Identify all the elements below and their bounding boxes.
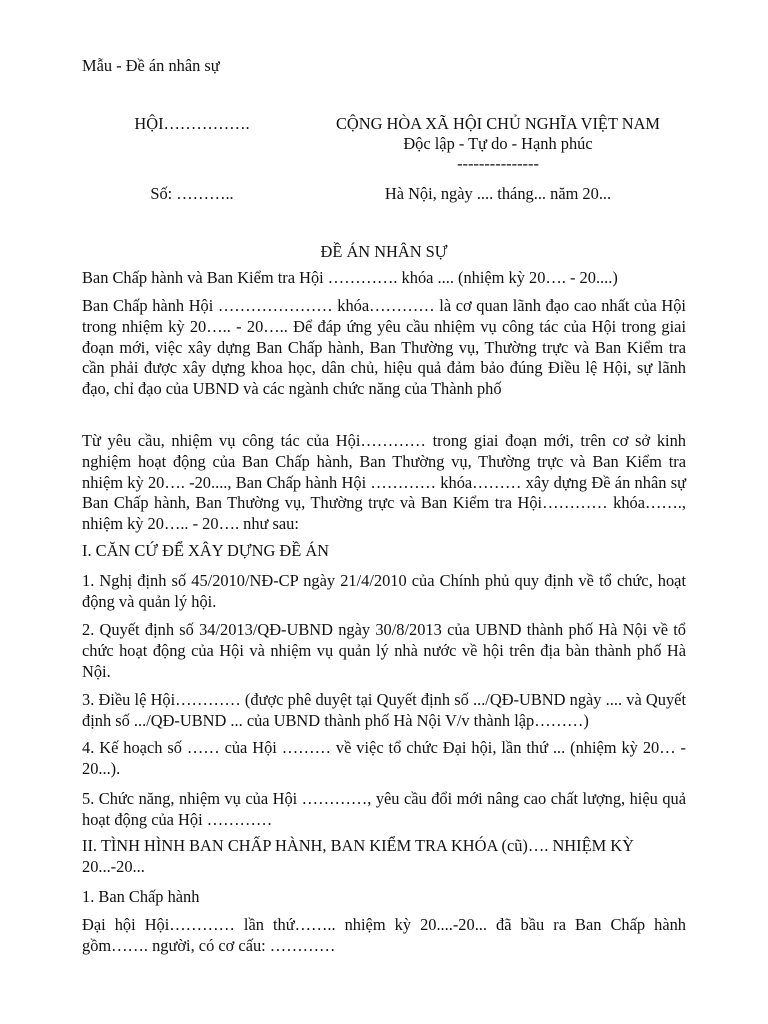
section-1-heading: I. CĂN CỨ ĐỂ XÂY DỰNG ĐỀ ÁN xyxy=(82,541,329,560)
intro-paragraph-1: Ban Chấp hành Hội ………………… khóa………… là cơ quan lãnh đạo cao nhất của Hội trong nhiệm kỳ 20….. - 20….. Để đáp ứng yêu cầu nhiệm vụ công tác của Hội trong giai đoạn mới, việc xây dựng Ban Chấp hành, Ban Thường vụ, Thường trực và Ban Kiểm tra cần phải được xây dựng khoa học, dân chủ, hiệu quả đảm bảo đúng Điều lệ Hội, sự lãnh đạo, chỉ đạo của UBND và các ngành chức năng của Thành phố xyxy=(82,296,686,399)
basis-item-4: 4. Kế hoạch số …… của Hội ……… về việc tổ chức Đại hội, lần thứ ... (nhiệm kỳ 20… - 20...). xyxy=(82,738,686,778)
basis-item-3: 3. Điều lệ Hội………… (được phê duyệt tại Quyết định số .../QĐ-UBND ngày .... và Quyết định số .../QĐ-UBND ... của UBND thành phố Hà Nội V/v thành lập………) xyxy=(82,690,686,730)
republic-title: CỘNG HÒA XÃ HỘI CHỦ NGHĨA VIỆT NAM xyxy=(335,114,661,133)
document-number: Số: ……….. xyxy=(150,184,234,203)
section-2-subheading: 1. Ban Chấp hành xyxy=(82,887,200,906)
basis-item-2: 2. Quyết định số 34/2013/QĐ-UBND ngày 30/8/2013 của UBND thành phố Hà Nội về tổ chức hoạt động của Hội và nhiệm vụ quản lý nhà nước về hội trên địa bàn thành phố Hà Nội. xyxy=(82,620,686,681)
section-2-paragraph: Đại hội Hội………… lần thứ…….. nhiệm kỳ 20....-20... đã bầu ra Ban Chấp hành gồm……. người, có cơ cấu: ………… xyxy=(82,915,686,955)
header-divider: --------------- xyxy=(457,154,539,173)
intro-paragraph-2: Từ yêu cầu, nhiệm vụ công tác của Hội………… trong giai đoạn mới, trên cơ sở kinh nghiệm hoạt động của Ban Chấp hành, Ban Thường vụ, Thường trực và Ban Kiểm tra nhiệm kỳ 20…. -20...., Ban Chấp hành Hội ………… khóa……… xây dựng Đề án nhân sự Ban Chấp hành, Ban Thường vụ, Thường trực và Ban Kiểm tra Hội………… khóa……., nhiệm kỳ 20….. - 20…. như sau: xyxy=(82,431,686,534)
section-2-heading: II. TÌNH HÌNH BAN CHẤP HÀNH, BAN KIỂM TRA KHÓA (cũ)…. NHIỆM KỲ 20...-20... xyxy=(82,836,634,876)
org-name: HỘI……………. xyxy=(134,114,250,133)
document-title: ĐỀ ÁN NHÂN SỰ xyxy=(320,242,448,261)
document-subtitle: Ban Chấp hành và Ban Kiểm tra Hội …………. khóa .... (nhiệm kỳ 20…. - 20....) xyxy=(82,268,618,287)
basis-item-1: 1. Nghị định số 45/2010/NĐ-CP ngày 21/4/2010 của Chính phủ quy định về tổ chức, hoạt động và quản lý hội. xyxy=(82,571,686,611)
form-label: Mẫu - Đề án nhân sự xyxy=(82,56,220,75)
basis-item-5: 5. Chức năng, nhiệm vụ của Hội …………, yêu cầu đổi mới nâng cao chất lượng, hiệu quả hoạt động của Hội ………… xyxy=(82,789,686,829)
national-motto: Độc lập - Tự do - Hạnh phúc xyxy=(403,134,593,153)
place-date: Hà Nội, ngày .... tháng... năm 20... xyxy=(384,184,612,203)
